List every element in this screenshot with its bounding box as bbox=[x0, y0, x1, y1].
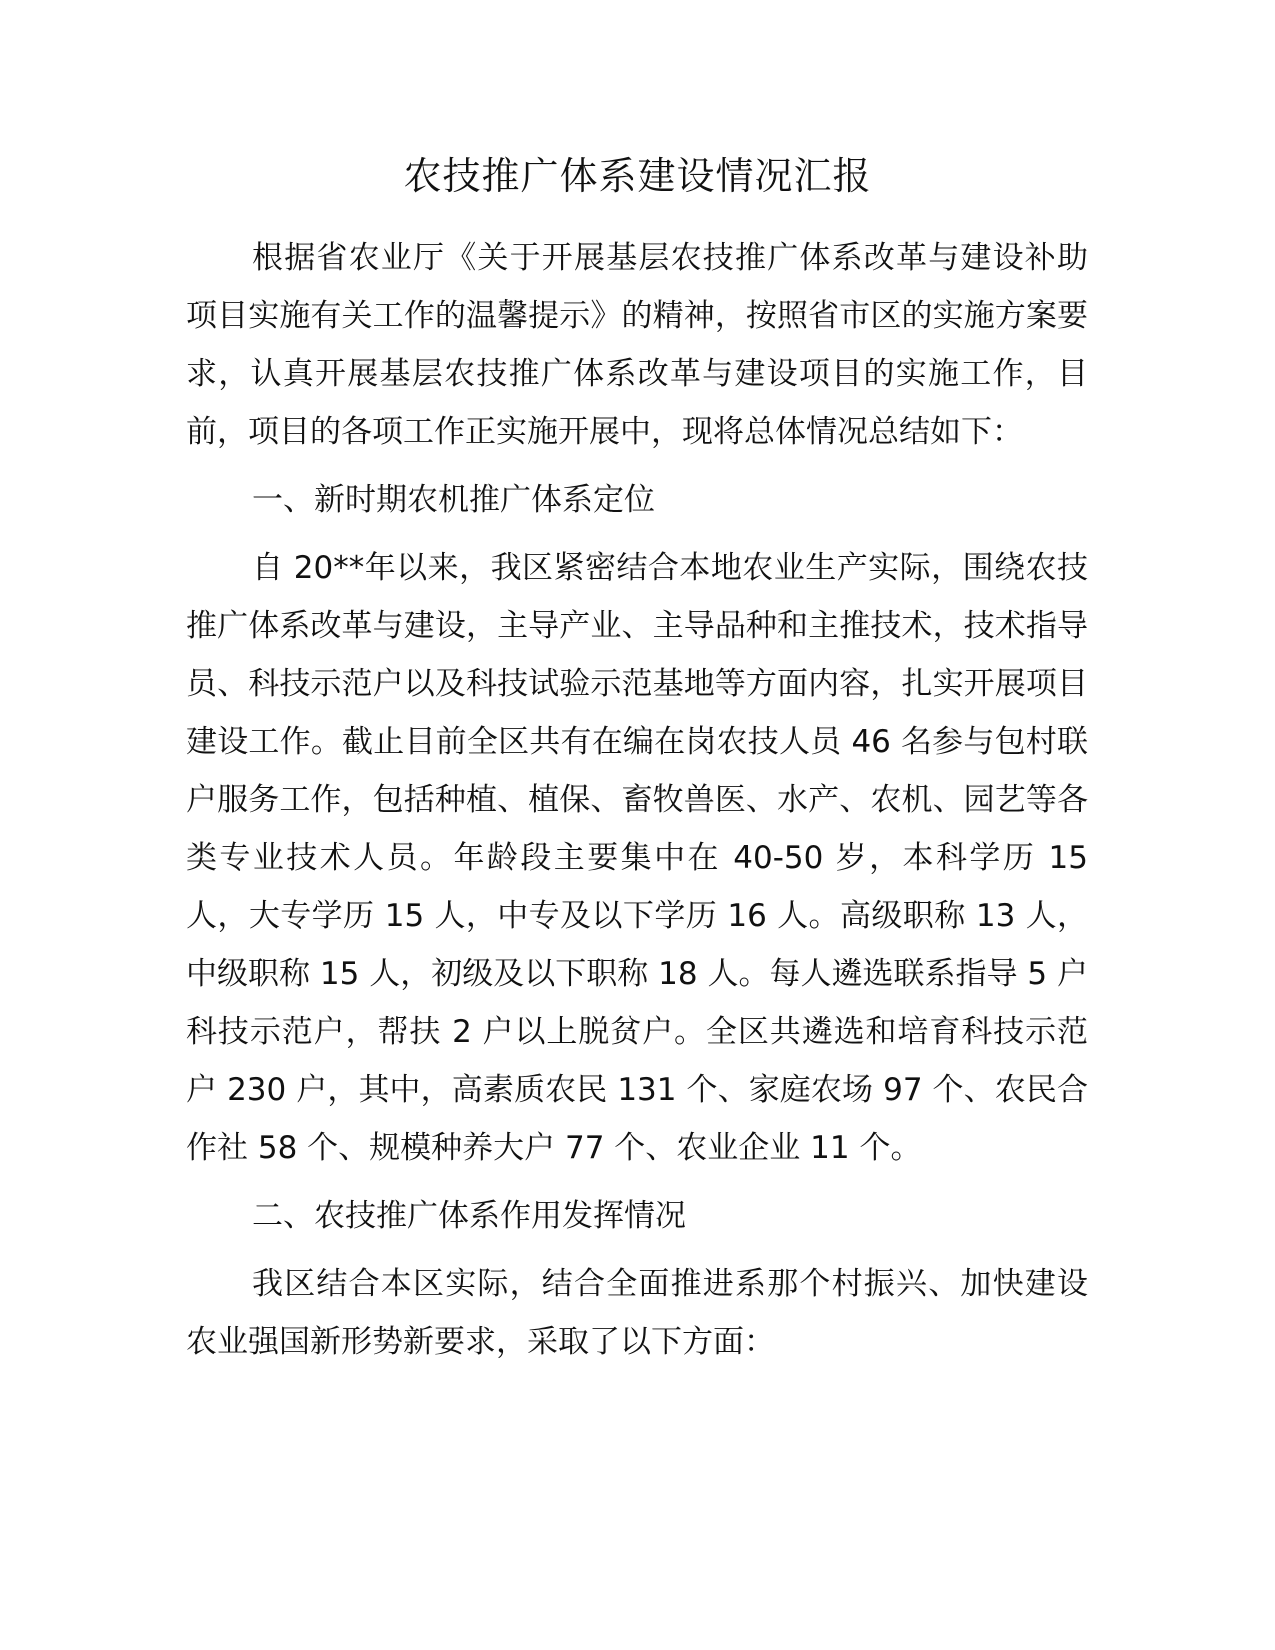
document-body bbox=[186, 229, 1088, 1371]
section-heading-1: 一、新时期农机推广体系定位 bbox=[252, 482, 655, 518]
section-heading-2: 二、农技推广体系作用发挥情况 bbox=[252, 1198, 686, 1234]
section-2-paragraph: 我区结合本区实际，结合全面推进系那个村振兴、加快建设农业强国新形势新要求，采取了以下方面： bbox=[186, 1266, 1088, 1360]
document-title: 农技推广体系建设情况汇报 bbox=[403, 154, 872, 198]
intro-paragraph: 根据省农业厅《关于开展基层农技推广体系改革与建设补助项目实施有关工作的温馨提示》的精神，按照省市区的实施方案要求，认真开展基层农技推广体系改革与建设项目的实施工作，目前，项目的各项工作正实施开展中，现将总体情况总结如下： bbox=[186, 240, 1088, 450]
section-1-paragraph: 自 20**年以来，我区紧密结合本地农业生产实际，围绕农技推广体系改革与建设，主导产业、主导品种和主推技术，技术指导员、科技示范户以及科技试验示范基地等方面内容，扎实开展项目建设工作。截止目前全区共有在编在岗农技人员 46 名参与包村联户服务工作，包括种植、植保、畜牧兽医、水产、农机、园艺等各类专业技术人员。年龄段主要集中在 40-50 岁，本科学历 15 人，大专学历 15 人，中专及以下学历 16 人。高级职称 13 人，中级职称 15 人，初级及以下职称 18 人。每人遴选联系指导 5 户科技示范户，帮扶 2 户以上脱贫户。全区共遴选和培育科技示范户 230 户，其中，高素质农民 131 个、家庭农场 97 个、农民合作社 58 个、规模种养大户 77 个、农业企业 11 个。 bbox=[186, 550, 1088, 1166]
